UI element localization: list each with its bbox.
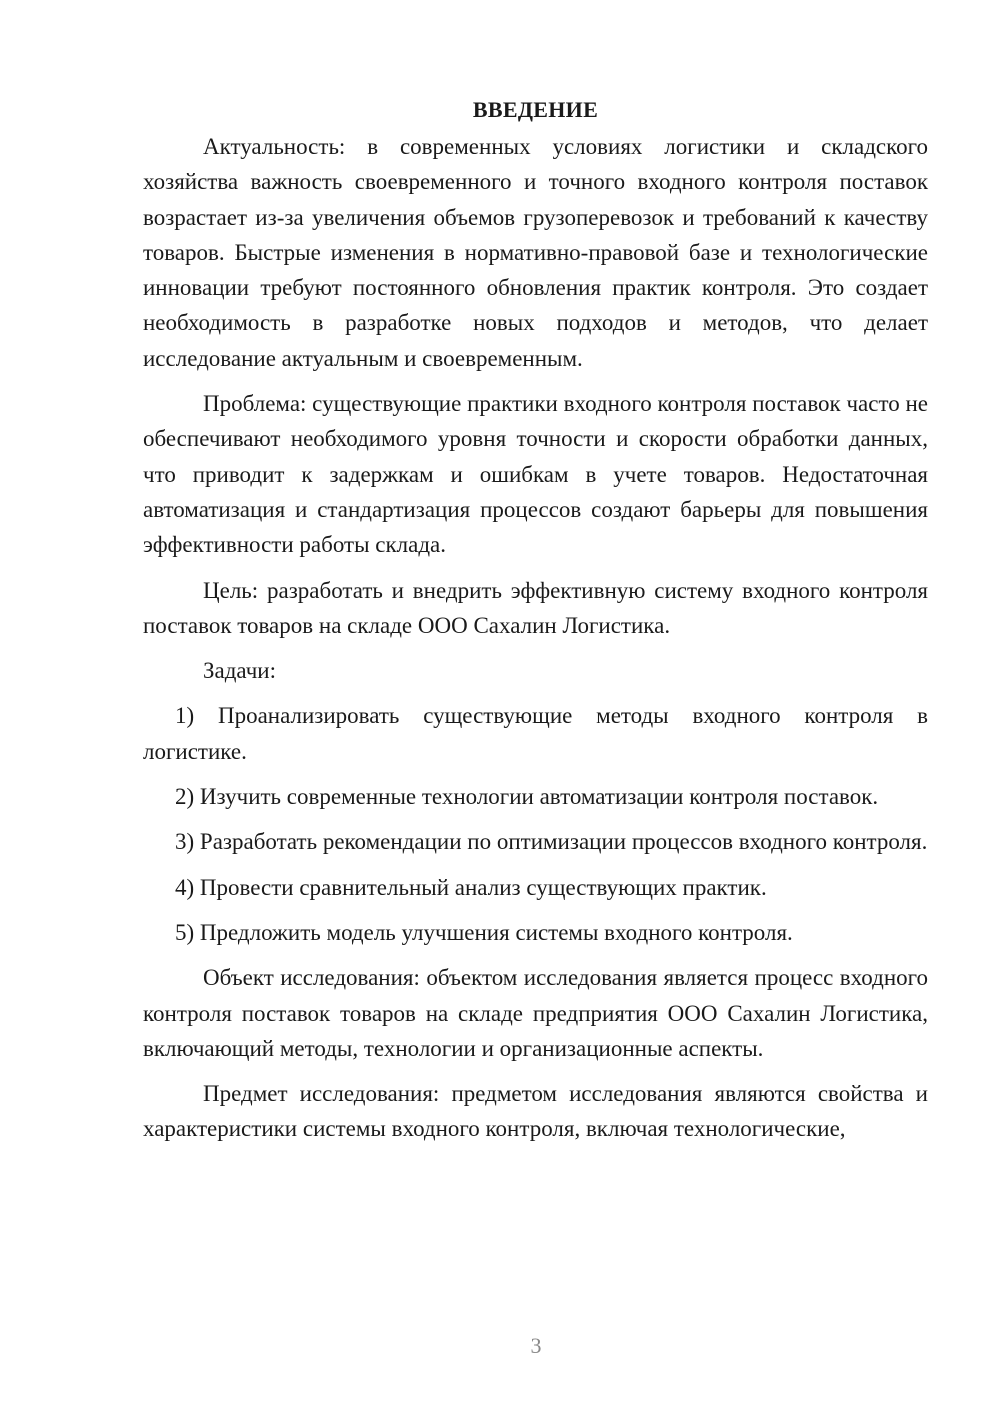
page-number: 3 xyxy=(530,1333,542,1358)
paragraph-problem: Проблема: существующие практики входного контроля поставок часто не обеспечивают необходимого уровня точности и скорости обработки данных, что приводит к задержкам и ошибкам в учете товаров. Недостаточная автоматизация и стандартизация процессов создают барьеры для повышения эффективности работы склада. xyxy=(143,391,928,558)
task-item-4: 4) Провести сравнительный анализ существующих практик. xyxy=(175,874,767,900)
task-item-2: 2) Изучить современные технологии автоматизации контроля поставок. xyxy=(175,784,879,810)
paragraph-relevance: Актуальность: в современных условиях логистики и складского хозяйства важность своевременного и точного входного контроля поставок возрастает из-за увеличения объемов грузоперевозок и требований к качеству товаров. Быстрые изменения в нормативно-правовой базе и технологические инновации требуют постоянного обновления практик контроля. Это создает необходимость в разработке новых подходов и методов, что делает исследование актуальным и своевременным. xyxy=(143,134,928,371)
paragraph-object: Объект исследования: объектом исследования является процесс входного контроля поставок товаров на складе предприятия ООО Сахалин Логистика, включающий методы, технологии и организационные аспекты. xyxy=(143,965,928,1061)
tasks-intro: Задачи: xyxy=(203,658,276,684)
task-item-1: 1) Проанализировать существующие методы входного контроля в логистике. xyxy=(143,703,928,764)
task-item-3: 3) Разработать рекомендации по оптимизации процессов входного контроля. xyxy=(175,829,928,855)
paragraph-subject: Предмет исследования: предметом исследования являются свойства и характеристики системы входного контроля, включая технологические, xyxy=(143,1081,928,1142)
task-item-5: 5) Предложить модель улучшения системы входного контроля. xyxy=(175,919,793,945)
section-heading: ВВЕДЕНИЕ xyxy=(472,97,599,122)
paragraph-goal: Цель: разработать и внедрить эффективную систему входного контроля поставок товаров на складе ООО Сахалин Логистика. xyxy=(143,577,928,638)
page-content xyxy=(143,92,928,1157)
